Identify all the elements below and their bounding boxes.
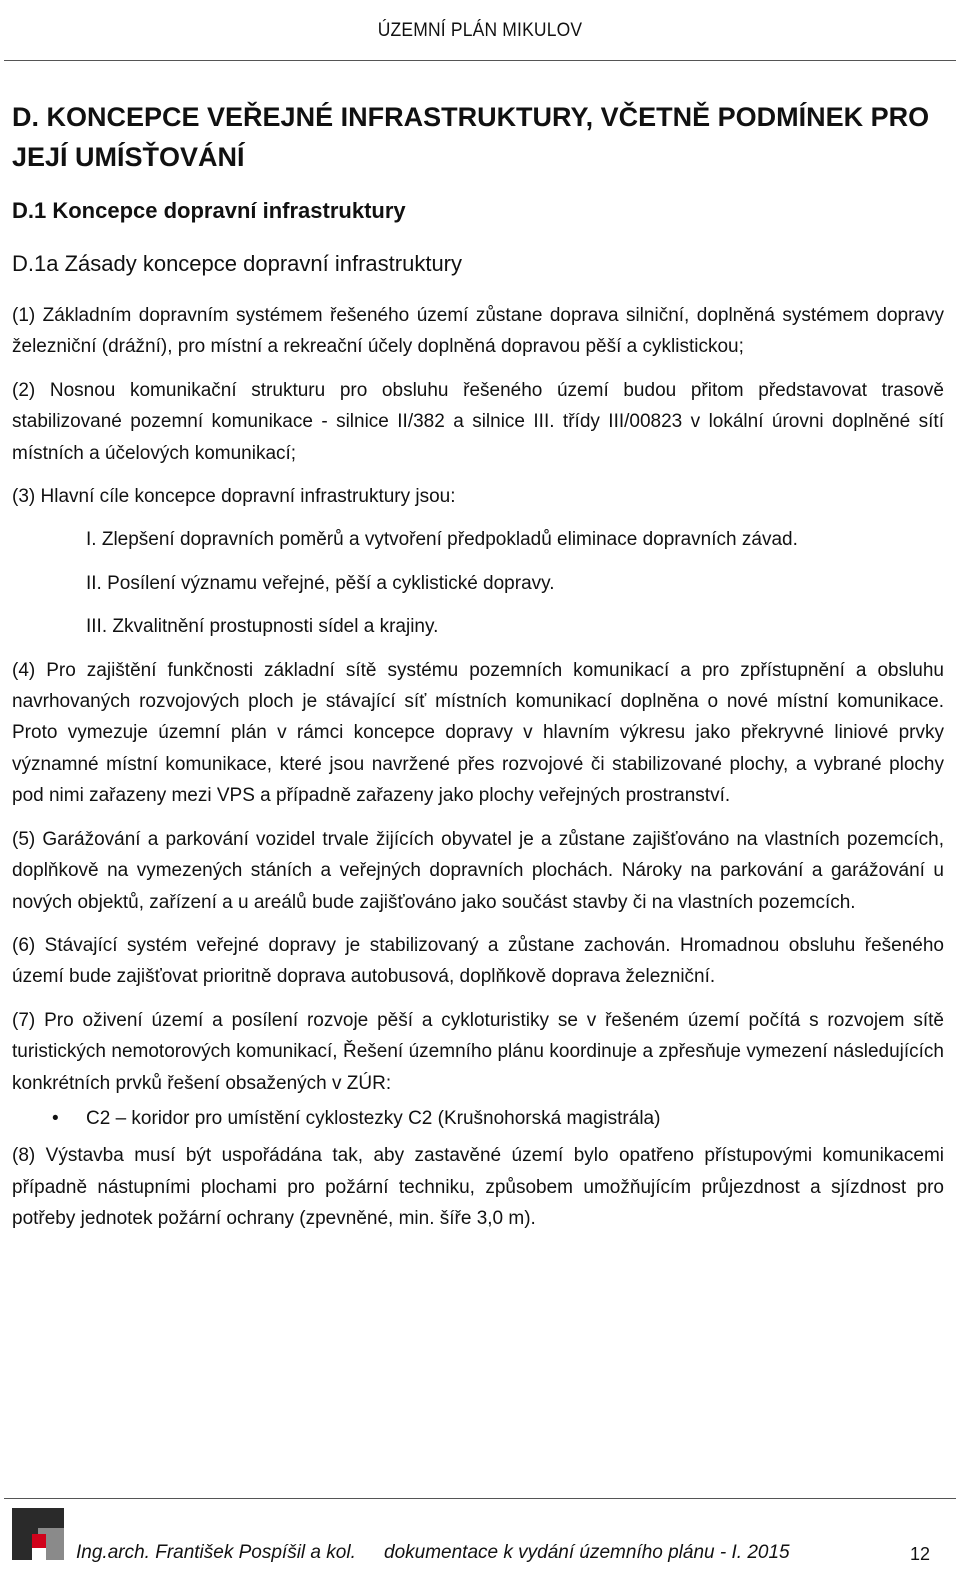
bullet-icon: • [52, 1107, 59, 1129]
paragraph-1: (1) Základním dopravním systémem řešeného území zůstane doprava silniční, doplněná systémem dopravy železniční (drážní), pro místní a rekreační účely doplněná dopravou pěší a cyklistickou; [12, 305, 944, 358]
paragraph-6: (6) Stávající systém veřejné dopravy je stabilizovaný a zůstane zachován. Hromadnou obsluhu řešeného území bude zajišťovat prioritně doprava autobusová, doplňkově doprava železniční. [12, 934, 944, 988]
bullet-text: C2 – koridor pro umístění cyklostezky C2 (Krušnohorská magistrála) [86, 1107, 661, 1129]
goals-list [12, 524, 944, 642]
subsubsection-heading: D.1a Zásady koncepce dopravní infrastruktury [12, 251, 463, 276]
paragraph-2: (2) Nosnou komunikační strukturu pro obsluhu řešeného území budou přitom představovat trasově stabilizované pozemní komunikace - silnice II/382 a silnice III. třídy III/00823 v lokální úrovni doplněné sítí místních a účelových komunikací; [12, 379, 944, 464]
footer-document: dokumentace k vydání územního plánu - I. 2015 [384, 1542, 790, 1563]
architect-logo-icon [12, 1508, 64, 1560]
section-heading: D. KONCEPCE VEŘEJNÉ INFRASTRUKTURY, VČETNĚ PODMÍNEK PRO JEJÍ UMÍSŤOVÁNÍ [12, 102, 930, 172]
header-divider [4, 60, 956, 61]
footer-divider [4, 1498, 956, 1499]
page-number: 12 [910, 1544, 931, 1564]
header-title: ÚZEMNÍ PLÁN MIKULOV [377, 20, 583, 41]
list-item: II. Posílení významu veřejné, pěší a cyklistické dopravy. [86, 572, 555, 594]
paragraph-3: (3) Hlavní cíle koncepce dopravní infrastruktury jsou: [12, 486, 456, 508]
list-item: III. Zkvalitnění prostupnosti sídel a krajiny. [86, 616, 439, 638]
footer-author: Ing.arch. František Pospíšil a kol. [76, 1542, 356, 1563]
paragraph-7: (7) Pro oživení území a posílení rozvoje pěší a cykloturistiky se v řešeném území počítá s rozvojem sítě turistických nemotorových komunikací, Řešení územního plánu koordinuje a zpřesňuje vymezení následujících konkrétních prvků řešení obsažených v ZÚR: [12, 1009, 944, 1094]
paragraph-8: (8) Výstavba musí být uspořádána tak, aby zastavěné území bylo opatřeno přístupovými komunikacemi případně nástupními plochami pro požární techniku, způsobem umožňujícím průjezdnost a sjízdnost pro potřeby jednotek požární ochrany (zpevněné, min. šíře 3,0 m). [12, 1145, 944, 1230]
bullet-item [12, 1103, 944, 1134]
paragraph-4: (4) Pro zajištění funkčnosti základní sítě systému pozemních komunikací a pro zpřístupnění a obsluhu navrhovaných rozvojových ploch je stávající síť místních komunikací doplněna o nové místní komunikace. Proto vymezuje územní plán v rámci koncepce dopravy v hlavním výkresu jako překryvné liniové prvky významné místní komunikace, které jsou navržené přes rozvojové či stabilizované plochy, a vybrané plochy pod nimi zařazeny mezi VPS a případně zařazeny jako plochy veřejných prostranství. [12, 659, 944, 807]
subsection-heading: D.1 Koncepce dopravní infrastruktury [12, 198, 406, 223]
list-item: I. Zlepšení dopravních poměrů a vytvoření předpokladů eliminace dopravních závad. [86, 529, 798, 551]
paragraph-5: (5) Garážování a parkování vozidel trvale žijících obyvatel je a zůstane zajišťováno na vlastních pozemcích, doplňkově na vymezených stáních a veřejných dopravních plochách. Nároky na parkování a garážování u nových objektů, zařízení a u areálů bude zajišťováno jako součást stavby či na vlastních pozemcích. [12, 828, 944, 913]
body-text [12, 300, 944, 1247]
